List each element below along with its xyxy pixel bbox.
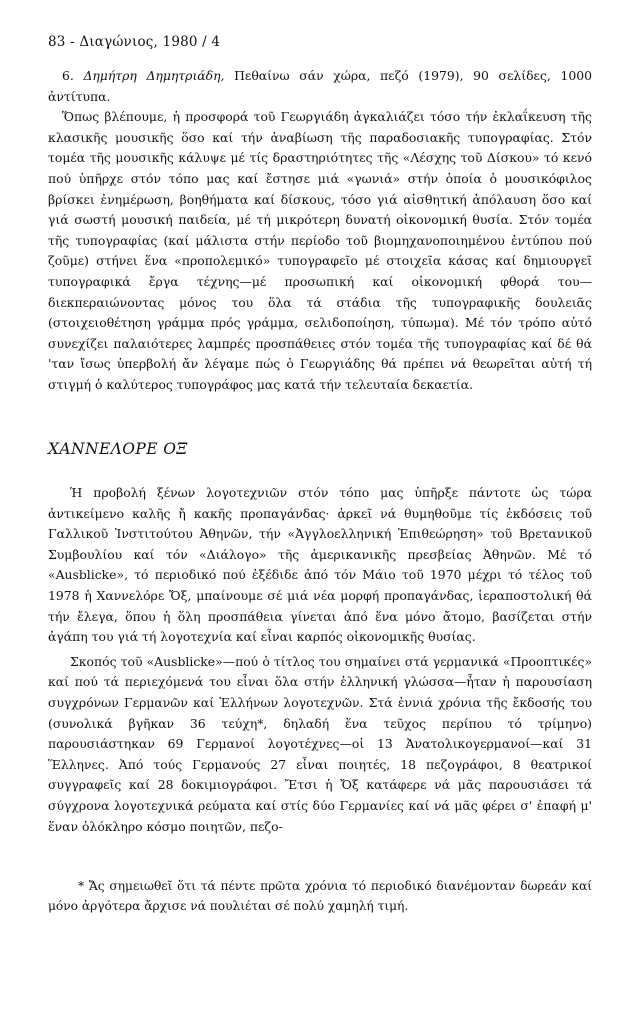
section-body xyxy=(48,483,592,841)
running-head: 83 - Διαγώνιος, 1980 / 4 xyxy=(48,34,221,50)
item-author: Δημήτρη Δημητριάδη, xyxy=(83,68,225,83)
section-paragraph-1: Ἡ προβολή ξένων λογοτεχνιῶν στόν τόπο μας ὑπῆρξε πάντοτε ὡς τώρα ἀντικείμενο καλῆς ἤ κακῆς προπαγάνδας· ἀρκεῖ νά θυμηθοῦμε τίς ἐκδόσεις τοῦ Γαλλικοῦ Ἰνστιτούτου Ἀθηνῶν, τήν «Ἀγγλοελληνική Ἐπιθεώρηση» τοῦ Βρετανικοῦ Συμβουλίου καί τόν «Διάλογο» τῆς ἀμερικανικῆς πρεσβείας Ἀθηνῶν. Μέ τό «Ausblicke», τό περιοδικό πού ἐξέδιδε ἀπό τόν Μάιο τοῦ 1970 μέχρι τό τέλος τοῦ 1978 ἡ Χαννελόρε Ὄξ, μπαίνουμε σέ μιά νέα μορφή προπαγάνδας, ἱεραποστολική θά τήν ἔλεγα, ὅπου ἡ ὅλη προσπάθεια γίνεται ἀπό ἕνα μόνο ἄτομο, βασίζεται στήν ἀγάπη του γιά τή λογοτεχνία καί εἶναι καρπός οἰκονομικῆς θυσίας. xyxy=(48,485,592,645)
bibliography-item xyxy=(48,66,592,396)
commentary-paragraph: Ὅπως βλέπουμε, ἡ προσφορά τοῦ Γεωργιάδη ἀγκαλιάζει τόσο τήν ἐκλαΐκευση τῆς κλασικῆς μουσικῆς ὅσο καί τήν ἀναβίωση τῆς παραδοσιακῆς τυπογραφίας. Στόν τομέα τῆς μουσικῆς κάλυψε μέ τίς δραστηριότητες τῆς «Λέσχης τοῦ Δίσκου» τό κενό πού ὑπῆρχε στόν τόπο μας καί ἔστησε μιά «γωνιά» στήν ὁποία ὁ μουσικόφιλος βρίσκει ἐνημέρωση, βοηθήματα καί δίσκους, τόσο γιά αἰσθητική ἀπόλαυση ὅσο καί γιά σωστή μουσική παιδεία, μέ τή μικρότερη δυνατή οἰκονομική θυσία. Στόν τομέα τῆς τυπογραφίας (καί μάλιστα στήν περίοδο τοῦ βιομηχανοποιημένου ἐντύπου πού ζοῦμε) στήνει ἕνα «προπολεμικό» τυπογραφεῖο μέ στοιχεῖα κάσας καί δημιουργεῖ τυπογραφικά ἔργα τέχνης—μέ προσωπική καί οἰκονομική φθορά του—διεκπεραιώνοντας μόνος του ὅλα τά στάδια τῆς τυπογραφικῆς δουλειᾶς (στοιχειοθέτηση γράμμα πρός γράμμα, σελιδοποίηση, τύπωμα). Μέ τόν τρόπο αὐτό συνεχίζει παλαιότερες λαμπρές προσπάθειες στόν τομέα τῆς τυπογραφίας καί δέ θά 'ταν ἴσως ὑπερβολή ἄν λέγαμε πώς ὁ Γεωργιάδης θά πρέπει νά θεωρεῖται αὐτή τή στιγμή ὁ καλύτερος τυπογράφος μας κατά τήν τελευταία δεκαετία. xyxy=(48,109,592,392)
item-number: 6. xyxy=(62,68,74,83)
section-paragraph-2: Σκοπός τοῦ «Ausblicke»—πού ὁ τίτλος του σημαίνει στά γερμανικά «Προοπτικές» καί πού τά περιεχόμενά του εἶναι ὅλα στήν ἑλληνική γλώσσα—ἦταν ἡ παρουσίαση συγχρόνων Γερμανῶν καί Ἑλλήνων λογοτεχνῶν. Στά ἐννιά χρόνια τῆς ἔκδοσής του (συνολικά βγῆκαν 36 τεύχη*, δηλαδή ἕνα τεῦχος περίπου τό τρίμηνο) παρουσιάστηκαν 69 Γερμανοί λογοτέχνες—οἱ 13 Ἀνατολικογερμανοί—καί 31 Ἕλληνες. Ἀπό τούς Γερμανούς 27 εἶναι ποιητές, 18 πεζογράφοι, 8 θεατρικοί συγγραφεῖς καί 28 δοκιμιογράφοι. Ἔτσι ἡ Ὄξ κατάφερε νά μᾶς παρουσιάσει τά σύγχρονα λογοτεχνικά ρεύματα καί στίς δύο Γερμανίες καί νά μᾶς φέρει σ' ἐπαφή μ' ἕναν ὁλόκληρο κόσμο ποιητῶν, πεζο- xyxy=(48,653,592,834)
section-title: ΧΑΝΝΕΛΟΡΕ ΟΞ xyxy=(48,440,188,458)
bibliography-entry xyxy=(48,66,592,107)
footnote-text: * Ἄς σημειωθεῖ ὅτι τά πέντε πρῶτα χρόνια τό περιοδικό διανέμονταν δωρεάν καί μόνο ἀργότερα ἄρχισε νά πουλιέται σέ πολύ χαμηλή τιμή. xyxy=(48,879,592,914)
item-details: Πεθαίνω σάν χώρα, πεζό (1979), 90 σελίδες, 1000 ἀντίτυπα. xyxy=(48,68,592,104)
footnote xyxy=(48,876,592,917)
